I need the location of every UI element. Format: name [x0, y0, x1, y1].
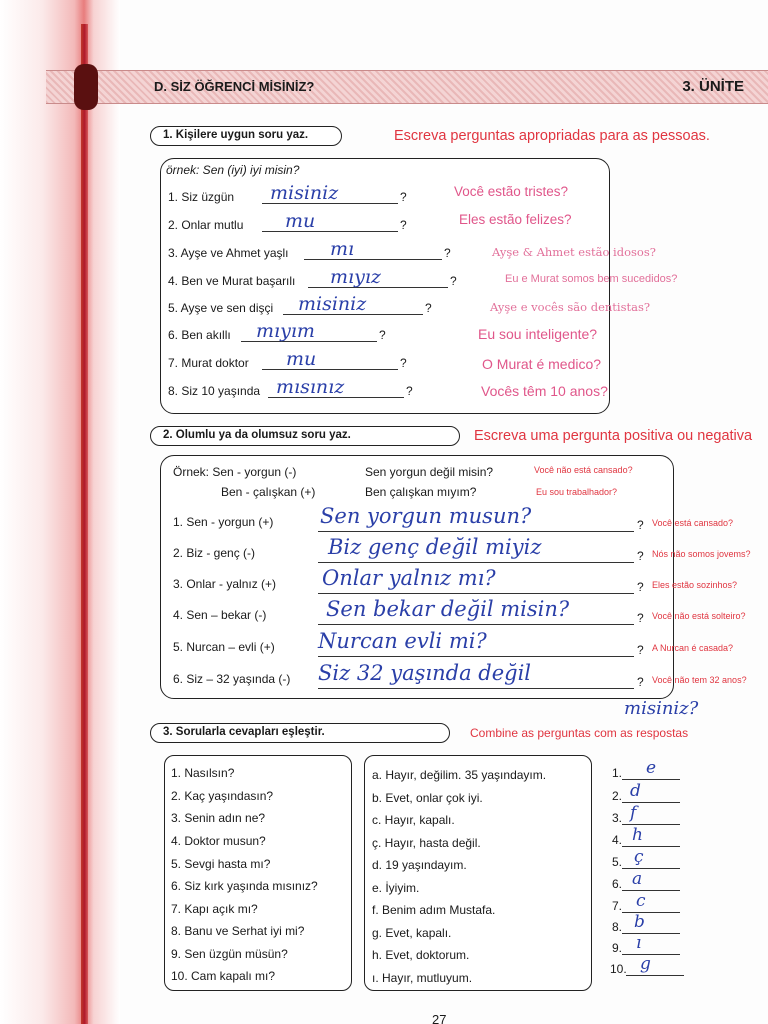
s2-example-right-1: Sen yorgun değil misin? — [365, 465, 494, 479]
s2-answer-2: Biz genç değil miyiz — [328, 535, 542, 559]
s3-answer-c: c. Hayır, kapalı. — [372, 813, 455, 827]
lesson-title: D. SİZ ÖĞRENCİ MİSİNİZ? — [154, 79, 315, 94]
s2-note-3: Eles estão sozinhos? — [652, 580, 738, 590]
s2-prompt-6: 6. Siz – 32 yaşında (-) — [173, 672, 291, 686]
section3-translation: Combine as perguntas com as respostas — [470, 726, 689, 740]
section1-tab: 1. Kişilere uygun soru yaz. — [150, 126, 342, 146]
match-line-4 — [622, 833, 680, 847]
s1-prompt-5: 5. Ayşe ve sen dişçi — [168, 301, 274, 315]
s1-note-8: Vocês têm 10 anos? — [481, 383, 608, 399]
section3-tab: 3. Sorularla cevapları eşleştir. — [150, 723, 450, 743]
s2-overflow-answer: misiniz? — [624, 698, 699, 719]
match-answer-7: c — [636, 891, 646, 911]
s1-line-7 — [262, 356, 398, 370]
match-answer-2: d — [630, 781, 641, 801]
s3-answer-i: ı. Hayır, mutluyum. — [372, 971, 473, 985]
match-num-1: 1. — [612, 766, 623, 780]
s1-answer-4: mıyız — [330, 266, 381, 288]
s2-qmark-1: ? — [637, 518, 644, 532]
s3-question-4: 4. Doktor musun? — [171, 834, 266, 848]
s2-note-4: Você não está solteiro? — [652, 611, 746, 621]
s3-answer-g: g. Evet, kapalı. — [372, 926, 452, 940]
match-answer-5: ç — [634, 847, 644, 867]
unit-header — [46, 70, 768, 104]
s2-answer-1: Sen yorgun musun? — [320, 504, 532, 528]
match-num-8: 8. — [612, 920, 623, 934]
match-line-6 — [622, 877, 680, 891]
match-line-8 — [622, 920, 680, 934]
s1-line-2 — [262, 218, 398, 232]
match-answer-9: ı — [636, 933, 642, 953]
s3-question-8: 8. Banu ve Serhat iyi mi? — [171, 924, 305, 938]
s3-question-2: 2. Kaç yaşındasın? — [171, 789, 274, 803]
s3-answer-h: h. Evet, doktorum. — [372, 948, 470, 962]
s2-prompt-5: 5. Nurcan – evli (+) — [173, 640, 275, 654]
s2-qmark-2: ? — [637, 549, 644, 563]
s3-question-9: 9. Sen üzgün müsün? — [171, 947, 288, 961]
s1-note-7: O Murat é medico? — [482, 356, 602, 372]
s1-line-3 — [304, 246, 442, 260]
s1-note-1: Você estão tristes? — [454, 184, 569, 199]
match-line-7 — [622, 899, 680, 913]
page-number: 27 — [432, 1012, 447, 1024]
match-answer-1: e — [646, 758, 657, 778]
s1-qmark-6: ? — [379, 328, 386, 342]
s1-note-5: Ayşe e vocês são dentistas? — [490, 300, 651, 314]
s1-note-3: Ayşe & Ahmet estão idosos? — [492, 245, 656, 259]
s1-qmark-3: ? — [444, 246, 451, 260]
match-answer-4: h — [632, 825, 643, 845]
s1-prompt-4: 4. Ben ve Murat başarılı — [168, 274, 296, 288]
s2-note-6: Você não tem 32 anos? — [652, 675, 747, 685]
header-marker — [74, 64, 98, 110]
s2-note-2: Nós não somos jovems? — [652, 549, 751, 559]
s2-example-note-1: Você não está cansado? — [534, 465, 633, 475]
s1-qmark-1: ? — [400, 190, 407, 204]
s2-qmark-6: ? — [637, 675, 644, 689]
s2-answer-5: Nurcan evli mi? — [318, 629, 487, 653]
match-num-2: 2. — [612, 789, 623, 803]
s1-prompt-2: 2. Onlar mutlu — [168, 218, 244, 232]
s1-prompt-8: 8. Siz 10 yaşında — [168, 384, 261, 398]
s1-answer-7: mu — [286, 348, 317, 370]
s2-prompt-4: 4. Sen – bekar (-) — [173, 608, 267, 622]
s2-note-1: Você está cansado? — [652, 518, 734, 528]
s2-qmark-5: ? — [637, 643, 644, 657]
s1-prompt-1: 1. Siz üzgün — [168, 190, 235, 204]
match-answer-10: g — [640, 954, 651, 974]
match-line-5 — [622, 855, 680, 869]
match-num-6: 6. — [612, 877, 623, 891]
s1-prompt-3: 3. Ayşe ve Ahmet yaşlı — [168, 246, 289, 260]
s3-question-6: 6. Siz kırk yaşında mısınız? — [171, 879, 318, 893]
s2-prompt-2: 2. Biz - genç (-) — [173, 546, 256, 560]
s1-answer-5: misiniz — [298, 293, 367, 315]
section2-translation: Escreva uma pergunta positiva ou negativa — [474, 428, 753, 444]
s3-answer-d: d. 19 yaşındayım. — [372, 858, 467, 872]
s2-answer-4: Sen bekar değil misin? — [326, 597, 570, 621]
s1-answer-6: mıyım — [256, 320, 315, 342]
s1-answer-3: mı — [330, 238, 355, 260]
s1-qmark-7: ? — [400, 356, 407, 370]
s2-example-left-1: Örnek: Sen - yorgun (-) — [173, 465, 297, 479]
unit-title: 3. ÜNİTE — [682, 78, 744, 95]
s1-note-4: Eu e Murat somos bem sucedidos? — [505, 273, 678, 285]
match-answer-6: a — [632, 869, 643, 889]
s2-qmark-3: ? — [637, 580, 644, 594]
s3-answer-a: a. Hayır, değilim. 35 yaşındayım. — [372, 768, 547, 782]
s2-answer-6: Siz 32 yaşında değil — [318, 661, 532, 685]
match-answer-8: b — [634, 912, 645, 932]
s1-note-6: Eu sou inteligente? — [478, 326, 598, 342]
s1-qmark-8: ? — [406, 384, 413, 398]
binding-shadow — [0, 0, 120, 1024]
match-answer-3: f — [630, 803, 637, 823]
s2-answer-3: Onlar yalnız mı? — [322, 566, 496, 590]
section1-example: örnek: Sen (iyi) iyi misin? — [166, 163, 300, 177]
match-num-4: 4. — [612, 833, 623, 847]
s2-prompt-1: 1. Sen - yorgun (+) — [173, 515, 274, 529]
s3-answer-f: f. Benim adım Mustafa. — [372, 903, 496, 917]
match-num-5: 5. — [612, 855, 623, 869]
s1-answer-8: mısınız — [276, 376, 345, 398]
s3-question-7: 7. Kapı açık mı? — [171, 902, 258, 916]
match-num-7: 7. — [612, 899, 623, 913]
s1-qmark-2: ? — [400, 218, 407, 232]
s2-example-note-2: Eu sou trabalhador? — [536, 487, 618, 497]
s1-qmark-4: ? — [450, 274, 457, 288]
s3-question-10: 10. Cam kapalı mı? — [171, 969, 276, 983]
s1-prompt-6: 6. Ben akıllı — [168, 328, 231, 342]
s2-prompt-3: 3. Onlar - yalnız (+) — [173, 577, 277, 591]
s3-question-3: 3. Senin adın ne? — [171, 811, 266, 825]
section2-tab: 2. Olumlu ya da olumsuz soru yaz. — [150, 426, 460, 446]
s2-example-right-2: Ben çalışkan mıyım? — [365, 485, 477, 499]
s1-note-2: Eles estão felizes? — [459, 212, 572, 227]
s3-answer-e: e. İyiyim. — [372, 881, 420, 895]
match-num-9: 9. — [612, 941, 623, 955]
s1-qmark-5: ? — [425, 301, 432, 315]
s2-qmark-4: ? — [637, 611, 644, 625]
match-line-9 — [622, 941, 680, 955]
match-num-3: 3. — [612, 811, 623, 825]
s3-answer-b: b. Evet, onlar çok iyi. — [372, 791, 483, 805]
s1-prompt-7: 7. Murat doktor — [168, 356, 249, 370]
s1-answer-2: mu — [285, 210, 316, 232]
section1-translation: Escreva perguntas apropriadas para as pessoas. — [394, 128, 710, 144]
s3-question-5: 5. Sevgi hasta mı? — [171, 857, 271, 871]
s2-example-left-2: Ben - çalışkan (+) — [221, 485, 316, 499]
match-line-10 — [626, 962, 684, 976]
s2-note-5: A Nurcan é casada? — [652, 643, 734, 653]
s3-answer-cc: ç. Hayır, hasta değil. — [372, 836, 481, 850]
match-num-10: 10. — [610, 962, 627, 976]
s1-answer-1: misiniz — [270, 182, 339, 204]
binding-line — [81, 24, 88, 1024]
s3-question-1: 1. Nasılsın? — [171, 766, 235, 780]
